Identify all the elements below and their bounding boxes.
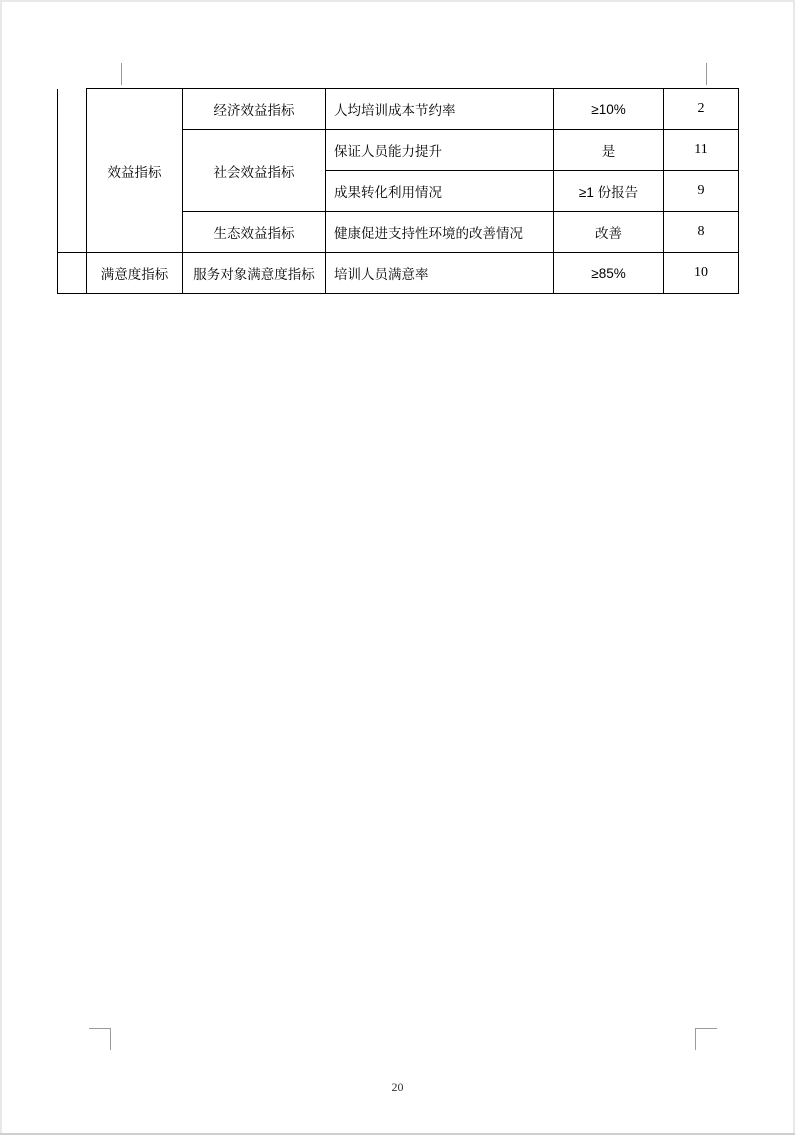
table-cell-level1: 效益指标: [87, 89, 183, 253]
table-cell-spacer: [58, 89, 87, 130]
table-cell-spacer: [58, 253, 87, 294]
table-cell-spacer: [58, 130, 87, 171]
table-cell-target: ≥1 份报告: [554, 171, 664, 212]
table-cell-level3: 人均培训成本节约率: [326, 89, 554, 130]
table-row: [58, 89, 739, 130]
table-cell-target: 是: [554, 130, 664, 171]
table-cell-target: 改善: [554, 212, 664, 253]
table-cell-spacer: [58, 212, 87, 253]
table-cell-score: 10: [664, 253, 739, 294]
crop-mark-bottom-left: [89, 1028, 111, 1050]
table-cell-spacer: [58, 171, 87, 212]
table-cell-score: 8: [664, 212, 739, 253]
table-cell-target: ≥85%: [554, 253, 664, 294]
table-cell-score: 11: [664, 130, 739, 171]
table-cell-target: ≥10%: [554, 89, 664, 130]
table-cell-score: 2: [664, 89, 739, 130]
table-cell-level2: 社会效益指标: [183, 130, 326, 212]
table-cell-score: 9: [664, 171, 739, 212]
crop-mark-bottom-right: [695, 1028, 717, 1050]
page-number: 20: [391, 1080, 404, 1094]
crop-mark-top-left: [110, 63, 132, 85]
performance-indicator-table: [57, 88, 739, 294]
table-cell-level2: 服务对象满意度指标: [183, 253, 326, 294]
table-row: [58, 253, 739, 294]
table-cell-level3: 成果转化利用情况: [326, 171, 554, 212]
table-cell-level1: 满意度指标: [87, 253, 183, 294]
crop-mark-top-right: [695, 63, 717, 85]
table-cell-level3: 培训人员满意率: [326, 253, 554, 294]
table-cell-level2: 生态效益指标: [183, 212, 326, 253]
table-cell-level3: 保证人员能力提升: [326, 130, 554, 171]
table-cell-level3: 健康促进支持性环境的改善情况: [326, 212, 554, 253]
page-edge-top: [0, 0, 795, 2]
table-cell-level2: 经济效益指标: [183, 89, 326, 130]
page-edge-left: [0, 0, 2, 1135]
